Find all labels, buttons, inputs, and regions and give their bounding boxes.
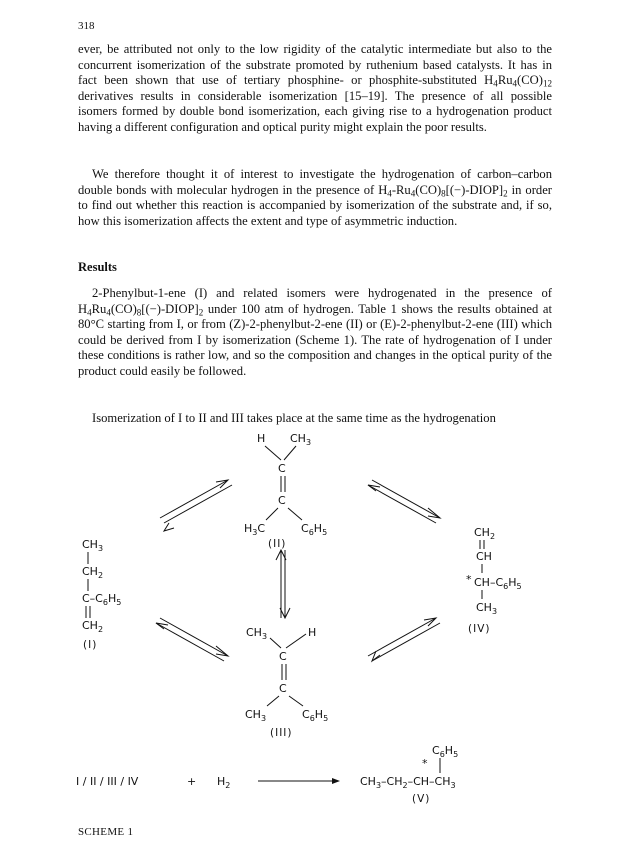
iv-row-3: CH–C6H5 — [474, 576, 522, 591]
i-label: (I) — [83, 639, 98, 651]
paragraph-4: Isomerization of I to II and III takes place at the same time as the hydrogenation — [92, 411, 496, 425]
i-row-1: CH3 — [82, 538, 104, 553]
iv-row-1: CH2 — [474, 526, 496, 541]
equilibrium-arrow-i-ii — [160, 480, 232, 531]
compound-iv — [466, 526, 522, 635]
ii-c6h5: C6H5 — [301, 522, 328, 537]
paragraph-2: We therefore thought it of interest to investigate the hydrogenation of carbon–carbon double bonds with molecular hydrogen in the presence of $H_4-Ru_4(CO)_8[(-)-DIOP]_2$ in order to find out whether this reaction is accompanied by isomerization of the substrate and, if so, how this isomerization affects the extent and type of asymmetric induction. — [78, 167, 552, 228]
reaction-plus: + — [187, 775, 197, 788]
reaction-arrow-head — [332, 778, 340, 784]
compound-iii — [245, 626, 328, 739]
iii-label: (III) — [270, 727, 293, 739]
iv-label: (IV) — [468, 623, 491, 635]
scheme-caption: SCHEME 1 — [78, 826, 134, 838]
iii-ch3-top: CH3 — [246, 626, 268, 641]
paragraph-3: 2-Phenylbut-1-ene (I) and related isomers were hydrogenated in the presence of $H_4Ru_4(CO)_8[(-)-DIOP]_2$ under 100 atm of hydrogen. Table 1 shows the results obtained at 80°C starting from I, or from (Z)-2-phenylbut-2-ene (II) or (E)-2-phenylbut-2-ene (III) which could be derived from I by isomerization (Scheme 1). The rate of hydrogenation of I under these conditions is rather low, and so the composition and changes in the optical purity of the product could easily be followed. — [78, 286, 552, 378]
page-number: 318 — [78, 20, 95, 32]
iii-h: H — [308, 626, 317, 639]
iii-c1: C — [279, 650, 287, 663]
ii-label: (II) — [268, 538, 287, 550]
ii-c2: C — [278, 494, 286, 507]
equilibrium-arrow-ii-iv — [368, 480, 440, 523]
ii-h3c: H3C — [244, 522, 266, 537]
i-row-2: CH2 — [82, 565, 104, 580]
iv-stereo-mark: * — [466, 573, 472, 586]
section-heading-results: Results — [78, 260, 117, 274]
ii-c1: C — [278, 462, 286, 475]
i-row-4: CH2 — [82, 619, 104, 634]
equilibrium-arrow-iii-iv — [368, 618, 440, 661]
ii-ch3: CH3 — [290, 432, 312, 447]
compound-ii — [244, 432, 327, 550]
iv-row-4: CH3 — [476, 601, 498, 616]
compound-i — [82, 538, 121, 651]
equilibrium-arrow-i-iii — [156, 618, 228, 661]
hydrogenation-reaction — [76, 744, 458, 805]
paragraph-1: ever, be attributed not only to the low rigidity of the catalytic intermediate but also to the concurrent isomerization of the substrate promoted by ruthenium based catalysts. It has in fact been shown that use of tertiary phosphine- or phosphite-substituted $H_4Ru_4(CO)_{12}$ derivatives results in considerable isomerization [15–19]. The presence of all possible isomers formed by double bond isomerization, each giving rise to a hydrogenation product having a different configuration and optical purity might explain the poor results. — [78, 42, 552, 134]
product-chain: CH3–CH2–CH–CH3 — [360, 775, 456, 790]
product-label: (V) — [412, 793, 431, 805]
reaction-reactants: I / II / III / IV — [76, 775, 139, 788]
i-row-3: C–C6H5 — [82, 592, 122, 607]
equilibrium-arrow-ii-iii — [276, 550, 290, 618]
ii-h: H — [257, 432, 266, 445]
product-stereo-mark: * — [422, 757, 428, 770]
iv-row-2: CH — [476, 550, 492, 563]
iii-ch3-bottom: CH3 — [245, 708, 267, 723]
iii-c2: C — [279, 682, 287, 695]
reaction-scheme — [0, 430, 624, 820]
product-substituent: C6H5 — [432, 744, 459, 759]
reaction-h2: H2 — [217, 775, 231, 790]
iii-c6h5: C6H5 — [302, 708, 329, 723]
